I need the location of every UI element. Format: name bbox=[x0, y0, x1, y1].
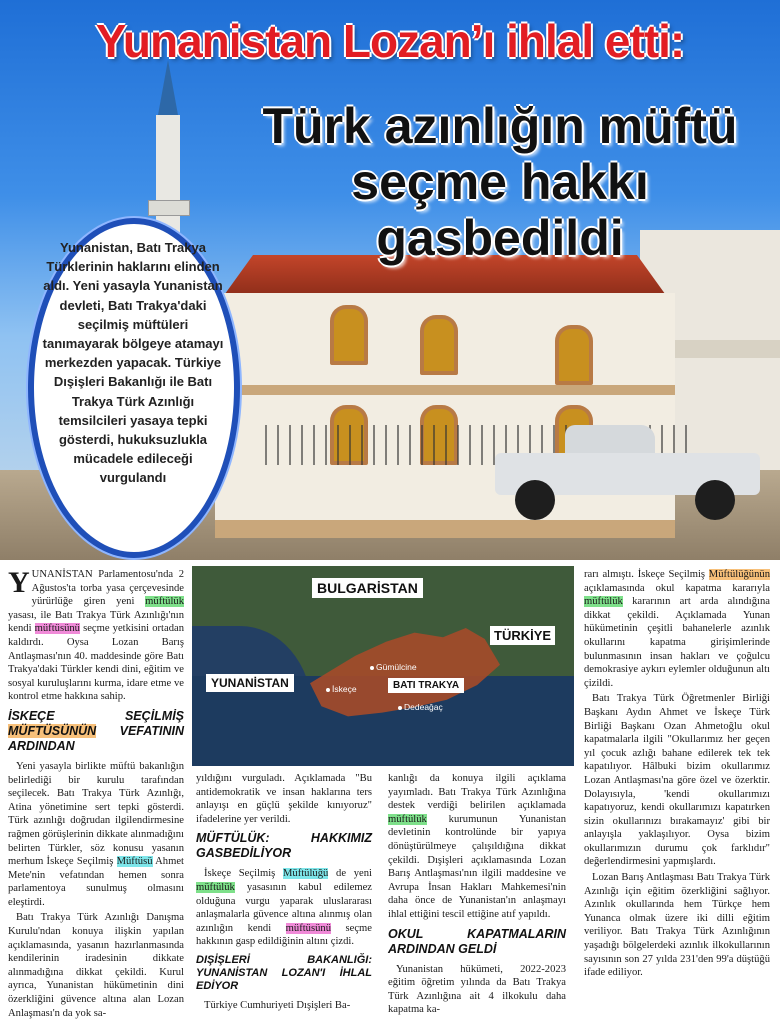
text: yasasının kabul edilemez olduğuna vurgu yaparak uluslararası anlaşmalarla güvence altına alınmış olan azınlığın kendi bbox=[196, 881, 372, 934]
map-city bbox=[326, 684, 357, 694]
text: kurumunun Yunanistan devletinin kontrolünde bir yapıya dönüştürülmeye çalışıldığına dikkat çekildi. Dışişleri açıklamasında Lozan Barış Antlaşması'nın ilgili maddesine ve Avrupa İnsan Hakları Mahkemesi'nin daha önce de Yunanistan'ın anlaşmayı ihlal ettiğini tescil ettiğine atıf yapıldı. bbox=[388, 813, 566, 920]
map-city bbox=[398, 702, 443, 712]
text: VEFATININ ARDINDAN bbox=[8, 723, 184, 753]
text: Ahmet Mete'nin vefatından hemen sonra parlamentoya sunulmuş olmasını eleştirdi. bbox=[8, 856, 184, 908]
text: kanlığı da konuya ilgili açıklama yayımladı. Batı Trakya Türk Azınlığına destek verdiği belirilen açıklamada bbox=[388, 773, 566, 812]
text: UNANİSTAN Parlamentosu'nda 2 Ağustos'ta torba yasa çerçevesinde yürürlüğe giren yeni bbox=[31, 569, 184, 608]
article-column-2 bbox=[196, 772, 372, 1015]
paragraph bbox=[388, 772, 566, 922]
map-label-turkey: TÜRKİYE bbox=[490, 626, 555, 645]
minaret-balcony bbox=[148, 200, 190, 216]
highlight: Müftülüğü bbox=[282, 868, 329, 880]
city-dot bbox=[398, 706, 402, 710]
article-column-4 bbox=[584, 568, 770, 982]
highlight: müftülük bbox=[196, 881, 235, 893]
subheading bbox=[8, 709, 184, 754]
mosque-window bbox=[420, 315, 458, 375]
text: Yeni yasayla birlikte müftü bakanlığın belirlediği bir kurulu tarafından seçilecek. Batı Trakya Türk Azınlığı, Atina yönetimine sert tepki gösterdi. Türk azınlığı doğrudan ilgilendirmesine rağmen görüşlerinin dikkate alınmadığını belirten Türkler, söz konusu yasanın merhum İskeçe Seçilmiş bbox=[8, 760, 184, 868]
article-column-1 bbox=[8, 568, 184, 1022]
highlight: müftüsünü bbox=[34, 623, 80, 635]
highlight: Müftülüğünün bbox=[708, 569, 770, 580]
paragraph bbox=[584, 568, 770, 690]
map-city bbox=[370, 662, 417, 672]
highlight: müftülük bbox=[584, 596, 623, 608]
paragraph bbox=[8, 760, 184, 910]
subheading: OKUL KAPATMALARIN ARDINDAN GELDİ bbox=[388, 926, 566, 956]
text: yasası, ile Batı Trakya Türk Azınlığı'nın kendi bbox=[8, 609, 184, 635]
city-dot bbox=[370, 666, 374, 670]
mosque-window bbox=[555, 325, 593, 385]
map-label-region: BATI TRAKYA bbox=[388, 678, 464, 693]
city-dot bbox=[326, 688, 330, 692]
text: seçme yetkisini ortadan kaldırdı. Oysa Lozan Barış Antlaşması'nın 40. maddesinde göre Batı Trakya'daki Türkler kendi dini, eğitim ve sosyal kuruluşlarını kurma, idare etme ve kontrol etme hakkına sahip. bbox=[8, 623, 184, 703]
text: rarı almıştı. İskeçe Seçilmiş bbox=[584, 569, 709, 580]
text: de yeni bbox=[328, 868, 372, 880]
paragraph: yıldığını vurguladı. Açıklamada "Bu antidemokratik ve insan haklarına ters anlayışı en güçlü şekilde kınıyoruz" ifadelerine yer verildi. bbox=[196, 773, 372, 825]
highlight: Müftüsü bbox=[116, 856, 153, 868]
city-name: İskeçe bbox=[332, 684, 357, 694]
highlight: MÜFTÜSÜNÜN bbox=[8, 723, 97, 738]
city-name: Dedeağaç bbox=[404, 702, 443, 712]
text: seçme hakkının gasp edildiğinin altını çizdi. bbox=[196, 922, 372, 948]
paragraph: Yunanistan hükümeti, 2022-2023 eğitim öğretim yılında da Batı Trakya Türk Azınlığına ait 4 ilkokulu daha kapatma ka- bbox=[388, 963, 566, 1016]
subheading: MÜFTÜLÜK: HAKKIMIZ GASBEDİLİYOR bbox=[196, 831, 372, 861]
divider bbox=[0, 560, 780, 562]
mosque-band bbox=[215, 385, 675, 395]
truck-wheel bbox=[695, 480, 735, 520]
region-map bbox=[192, 566, 574, 766]
minaret-cone bbox=[158, 60, 178, 115]
headline-main-line2: seçme hakkı gasbedildi bbox=[351, 154, 649, 266]
subheading: DIŞİŞLERİ BAKANLIĞI: YUNANİSTAN LOZAN'I İHLAL EDİYOR bbox=[196, 953, 372, 992]
headline-main-line1: Türk azınlığın müftü bbox=[262, 98, 738, 154]
text: İSKEÇE SEÇİLMİŞ bbox=[8, 708, 184, 723]
drop-cap: Y bbox=[8, 566, 30, 599]
paragraph: Batı Trakya Türk Azınlığı Danışma Kurulu'ndan konuya ilişkin yapılan açıklamasında, yasanın hazırlanmasında kendilerinin iradesinin dikkate alınmadığına dikkat çekildi. Kurul ayrıca, Yunanistan hükümetinin dini özerkliğini güvence altına alan Lozan Anlaşması'n da yok sa- bbox=[8, 912, 184, 1019]
headline-top: Yunanistan Lozan’ı ihlal etti: bbox=[95, 15, 685, 67]
highlight: müftülük bbox=[388, 813, 427, 825]
paragraph bbox=[8, 568, 184, 704]
highlight: müftülük bbox=[145, 596, 184, 608]
text: İskeçe Seçilmiş bbox=[204, 868, 283, 880]
headline-main bbox=[235, 98, 765, 266]
mosque-window bbox=[330, 305, 368, 365]
pickup-truck bbox=[495, 425, 760, 520]
city-name: Gümülcine bbox=[376, 662, 417, 672]
highlight: müftüsünü bbox=[285, 922, 331, 934]
map-label-greece: YUNANİSTAN bbox=[206, 674, 294, 692]
paragraph bbox=[196, 867, 372, 949]
text: kararının art arda alındığına dikkat çekildi. Açıklamada Yunan hükümetinin çeşitli bahanelerle azınlık okullarını kapatma girişimlerinde bulunmasının insan hakları ve çoğulcu demokrasiye aykırı eylemler olduğunun altı çizildi. bbox=[584, 596, 770, 689]
article-column-3 bbox=[388, 772, 566, 1019]
summary-bubble bbox=[28, 218, 240, 558]
truck-wheel bbox=[515, 480, 555, 520]
paragraph: Batı Trakya Türk Öğretmenler Birliği Başkanı Aydın Ahmet ve İskeçe Türk Birliği Başkanı Ozan Ahmetoğlu okul kapatmalarla ilgili "Okullarımız her geçen yıl çocuk azlığı bahane edilerek tek tek kapatılıyor. Hâlbuki bizim okullarımız Lozan Antlaşması'na göre özel ve özerktir. Dolayısıyla, 'kendi okullarımızı kapatıyoruz, kendi okullarımızı kapatırken sizin okullarınızı bırakamayız' gibi bir anlayışla yaklaşılıyor. Oysa bizim okullarımızın durumu çok farklıdır" değerlendirmesini yapmışlardı. bbox=[584, 693, 770, 868]
map-label-bulgaria: BULGARİSTAN bbox=[312, 578, 423, 598]
paragraph: Türkiye Cumhuriyeti Dışişleri Ba- bbox=[204, 999, 351, 1011]
summary-text: Yunanistan, Batı Trakya Türklerinin haklarını elinden aldı. Yeni yasayla Yunanistan devleti, Batı Trakya'daki seçilmiş müftüleri tanımayarak bölgeye atamayı merkezden yapacak. Türkiye Dışişleri Bakanlığı ile Batı Trakya Türk Azınlığı temsilcileri yasaya tepki gösterdi, hukuksuzlukla mücadele edileceği vurgulandı bbox=[42, 240, 224, 486]
paragraph: Lozan Barış Antlaşması Batı Trakya Türk Azınlığı için eğitim özerkliğini sağlıyor. Azınlık okullarında hem Türkçe hem Yunanca olmak üzere iki dilli eğitim veriliyor. Batı Trakya Türk Azınlığının yaşadığı bölgelerdeki azınlık ilkokullarının sayısının son 27 yılda 231'den 99'a düştüğü ifade ediliyor. bbox=[584, 872, 770, 979]
text: açıklamasında okul kapatma kararıyla bbox=[584, 582, 770, 594]
